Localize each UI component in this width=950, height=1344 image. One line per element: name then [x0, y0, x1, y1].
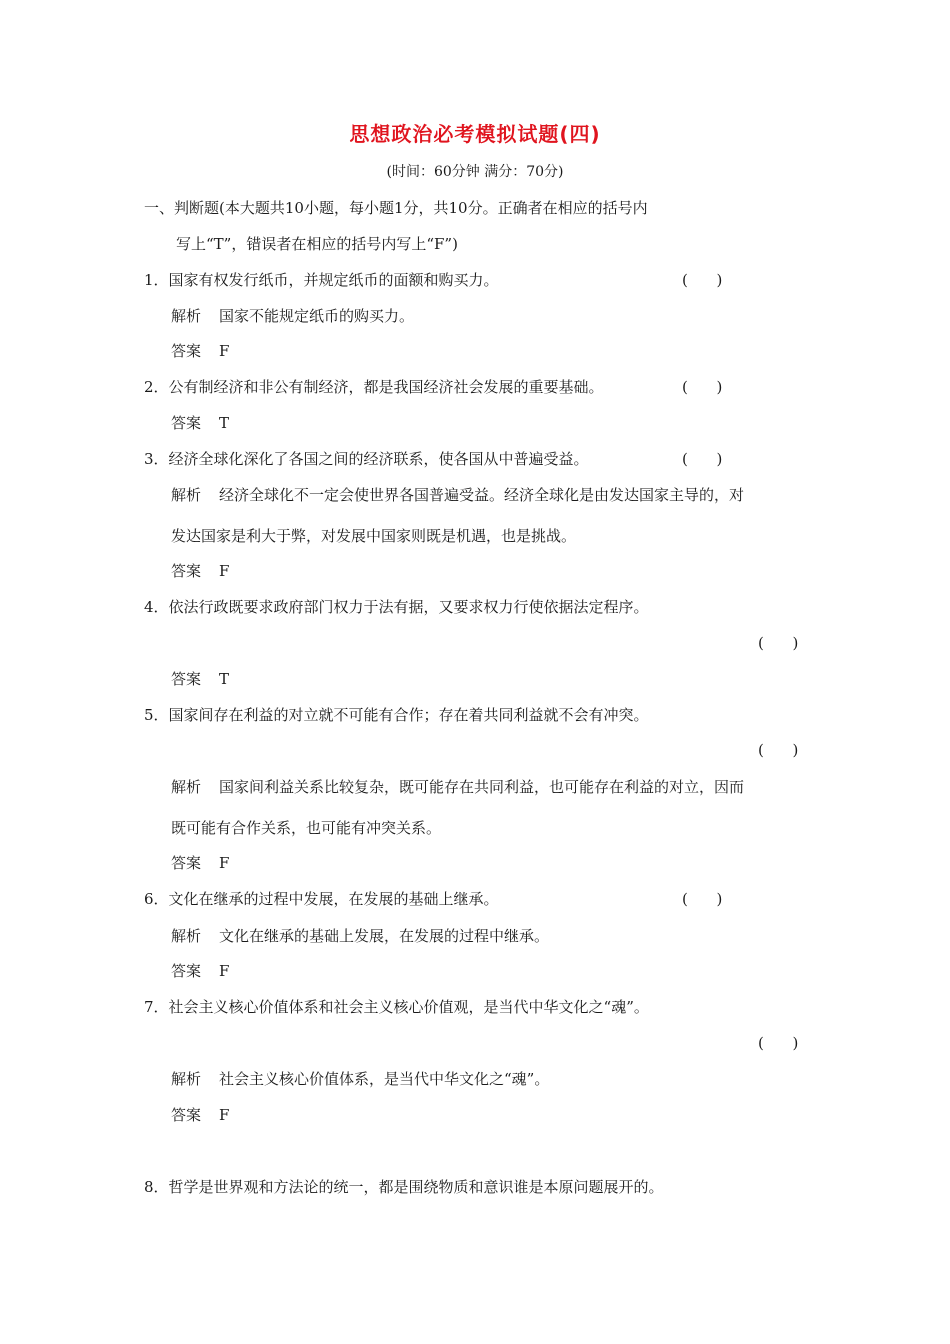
answer-bracket: ( ) — [758, 741, 799, 759]
answer-bracket: ( ) — [758, 634, 799, 652]
answer-1: 答案 F — [171, 342, 230, 360]
answer-bracket: ( ) — [758, 1034, 799, 1052]
question-1: 1．国家有权发行纸币，并规定纸币的面额和购买力。 — [144, 271, 499, 289]
exam-info: (时间：60分钟 满分：70分) — [386, 164, 564, 180]
section-heading-cont: 写上“T”，错误者在相应的括号内写上“F”) — [176, 235, 458, 253]
answer-7: 答案 F — [171, 1106, 230, 1124]
question-3: 3．经济全球化深化了各国之间的经济联系，使各国从中普遍受益。 — [144, 450, 589, 468]
analysis-7: 解析 社会主义核心价值体系，是当代中华文化之“魂”。 — [171, 1070, 550, 1088]
analysis-5-cont: 既可能有合作关系，也可能有冲突关系。 — [171, 819, 442, 837]
answer-3: 答案 F — [171, 562, 230, 580]
answer-bracket: ( ) — [682, 271, 723, 289]
analysis-3: 解析 经济全球化不一定会使世界各国普遍受益。经济全球化是由发达国家主导的，对 — [171, 486, 745, 504]
answer-4: 答案 T — [171, 670, 230, 688]
analysis-6: 解析 文化在继承的基础上发展，在发展的过程中继承。 — [171, 927, 550, 945]
question-6: 6．文化在继承的过程中发展，在发展的基础上继承。 — [144, 890, 499, 908]
answer-5: 答案 F — [171, 854, 230, 872]
page-title: 思想政治必考模拟试题(四) — [349, 122, 601, 146]
answer-bracket: ( ) — [682, 378, 723, 396]
answer-2: 答案 T — [171, 414, 230, 432]
answer-bracket: ( ) — [682, 890, 723, 908]
analysis-1: 解析 国家不能规定纸币的购买力。 — [171, 307, 415, 325]
question-8: 8．哲学是世界观和方法论的统一，都是围绕物质和意识谁是本原问题展开的。 — [144, 1178, 664, 1196]
answer-6: 答案 F — [171, 962, 230, 980]
question-7: 7．社会主义核心价值体系和社会主义核心价值观，是当代中华文化之“魂”。 — [144, 998, 649, 1016]
question-4: 4．依法行政既要求政府部门权力于法有据，又要求权力行使依据法定程序。 — [144, 598, 649, 616]
answer-bracket: ( ) — [682, 450, 723, 468]
section-heading: 一、判断题(本大题共10小题，每小题1分，共10分。正确者在相应的括号内 — [144, 199, 648, 217]
analysis-5: 解析 国家间利益关系比较复杂，既可能存在共同利益，也可能存在利益的对立，因而 — [171, 778, 745, 796]
question-2: 2．公有制经济和非公有制经济，都是我国经济社会发展的重要基础。 — [144, 378, 604, 396]
analysis-3-cont: 发达国家是利大于弊，对发展中国家则既是机遇，也是挑战。 — [171, 527, 577, 545]
question-5: 5．国家间存在利益的对立就不可能有合作；存在着共同利益就不会有冲突。 — [144, 706, 649, 724]
